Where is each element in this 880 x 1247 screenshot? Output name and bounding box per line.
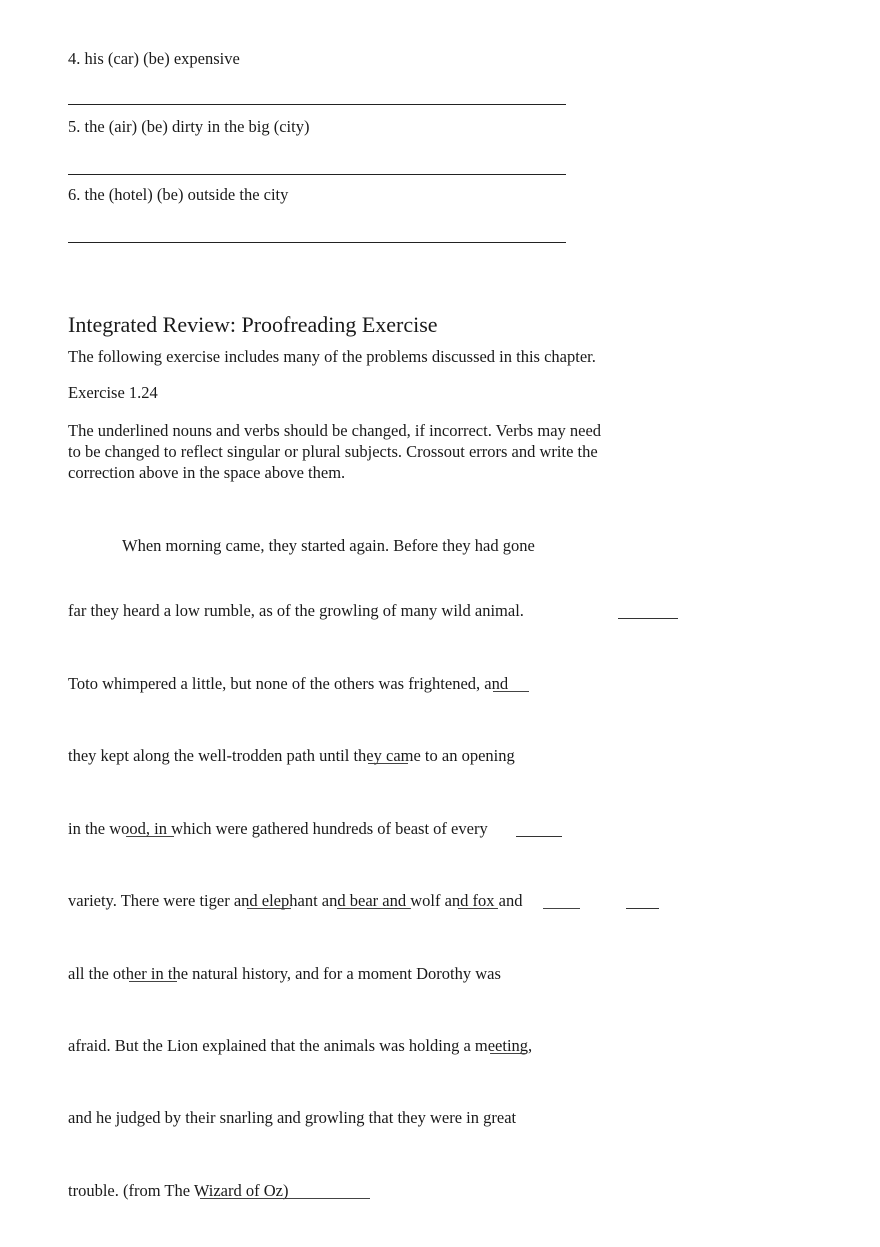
passage-line-5: in the wood, in which were gathered hundreds of beast of every	[68, 819, 488, 838]
passage-line-2: far they heard a low rumble, as of the growling of many wild animal.	[68, 601, 524, 620]
underline-mark	[247, 908, 291, 909]
section-title: Integrated Review: Proofreading Exercise	[68, 312, 438, 337]
instructions	[68, 420, 668, 483]
passage-line-10: trouble. (from The Wizard of Oz)	[68, 1181, 289, 1200]
correction-blank[interactable]	[618, 618, 678, 619]
section-intro: The following exercise includes many of the problems discussed in this chapter.	[68, 347, 596, 366]
underline-mark	[543, 908, 580, 909]
underline-mark	[368, 763, 408, 764]
underline-mark	[337, 908, 411, 909]
underline-mark	[458, 908, 498, 909]
underline-mark	[200, 1198, 370, 1199]
passage-line-8: afraid. But the Lion explained that the animals was holding a meeting,	[68, 1036, 533, 1055]
answer-line-5[interactable]	[68, 174, 566, 175]
practice-item-5: 5. the (air) (be) dirty in the big (city)	[68, 117, 310, 136]
underline-mark	[493, 691, 529, 692]
passage-line-4: they kept along the well-trodden path until they came to an opening	[68, 746, 515, 765]
passage-line-7: all the other in the natural history, and for a moment Dorothy was	[68, 964, 501, 983]
answer-line-4[interactable]	[68, 104, 566, 105]
instructions-line: The underlined nouns and verbs should be changed, if incorrect. Verbs may need	[68, 421, 602, 440]
passage-line-9: and he judged by their snarling and growling that they were in great	[68, 1108, 517, 1127]
practice-item-4: 4. his (car) (be) expensive	[68, 49, 240, 68]
correction-blank[interactable]	[626, 908, 659, 909]
passage-line-3: Toto whimpered a little, but none of the others was frightened, and	[68, 674, 509, 693]
passage-line-1: When morning came, they started again. Before they had gone	[122, 536, 535, 555]
underline-mark	[490, 1053, 526, 1054]
exercise-label: Exercise 1.24	[68, 383, 158, 402]
instructions-line: to be changed to reflect singular or plural subjects. Crossout errors and write the	[68, 442, 598, 461]
passage-line-6: variety. There were tiger and elephant and bear and wolf and fox and	[68, 891, 523, 910]
practice-item-6: 6. the (hotel) (be) outside the city	[68, 185, 289, 204]
answer-line-6[interactable]	[68, 242, 566, 243]
instructions-line: correction above in the space above them.	[68, 463, 346, 482]
underline-mark	[129, 981, 177, 982]
underline-mark	[126, 836, 174, 837]
correction-blank[interactable]	[516, 836, 562, 837]
